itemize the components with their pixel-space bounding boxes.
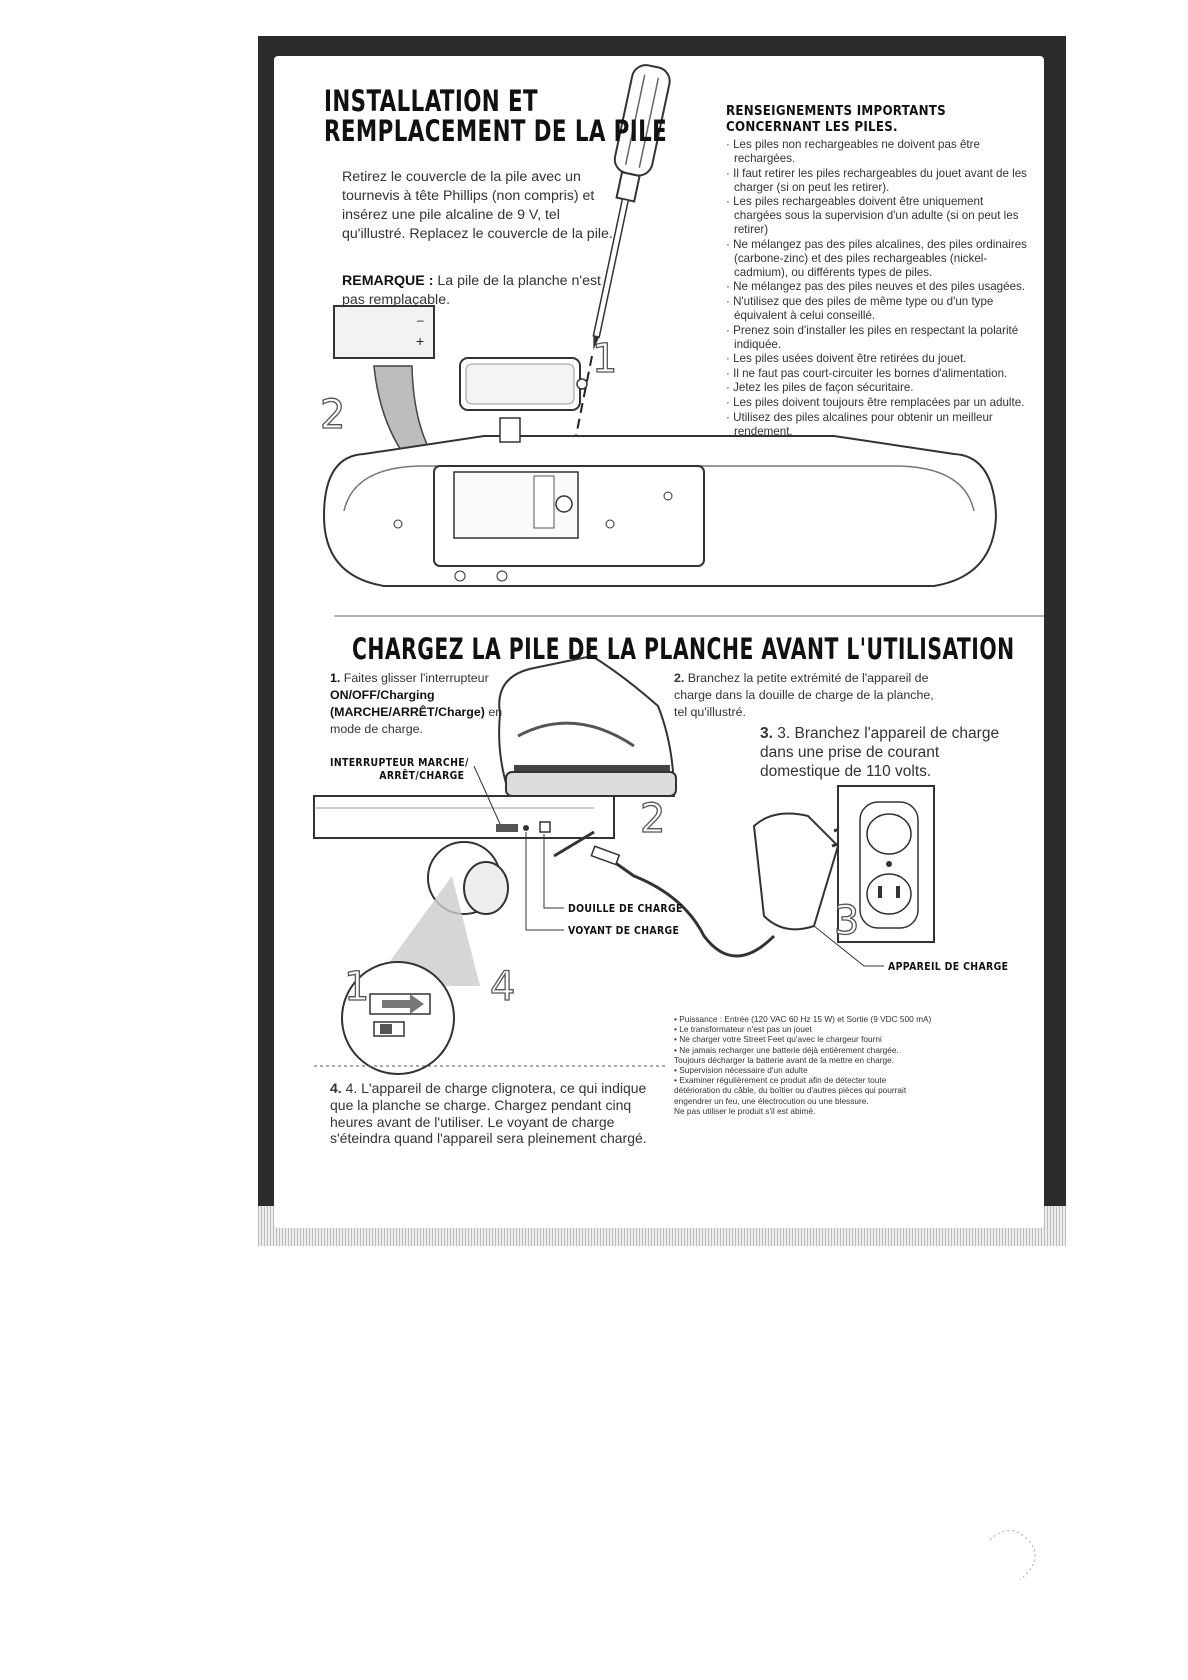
list-item: · Les piles non rechargeables ne doivent pas être rechargées. (720, 138, 1030, 166)
list-item: • Ne jamais recharger une batterie déjà entièrement chargée. (674, 1044, 899, 1055)
battery-info-list (720, 138, 1030, 439)
svg-text:+: + (416, 333, 425, 349)
diagram-number-3: 3 (834, 898, 860, 944)
list-item: · Ne mélangez pas des piles alcalines, des piles ordinaires (carbone-zinc) et des piles rechargeables (nickel-cadmium), ou différents types de piles. (720, 238, 1030, 280)
charger-warnings (670, 1014, 1000, 1116)
list-item: · Jetez les piles de façon sécuritaire. (720, 381, 1030, 395)
diagram-number-4: 4 (490, 964, 516, 1010)
charging-title: CHARGEZ LA PILE DE LA PLANCHE AVANT L'UTILISATION (352, 632, 1015, 666)
list-item: détérioration du câble, du boîtier ou d'autres pièces qui pourrait (674, 1085, 907, 1096)
manual-page-content (258, 36, 1066, 1242)
step-number-2: 2 (320, 392, 346, 438)
diagram-number-1: 1 (344, 964, 370, 1010)
list-item: · N'utilisez que des piles de même type ou d'un type équivalent à celui conseillé. (720, 295, 1030, 323)
battery-info-title: RENSEIGNEMENTS IMPORTANTS CONCERNANT LES PILES. (726, 104, 946, 135)
diagram-number-2: 2 (640, 796, 666, 842)
installation-remark: REMARQUE : La pile de la planche n'est pas remplaçable. (342, 273, 601, 308)
installation-intro: Retirez le couvercle de la pile avec un tournevis à tête Phillips (non compris) et insérez une pile alcaline de 9 V, tel qu'illustré. Replacez le couvercle de la pile. (342, 169, 613, 242)
installation-title: INSTALLATION ET REMPLACEMENT DE LA PILE (324, 84, 668, 148)
label-switch: INTERRUPTEUR MARCHE/ ARRÊT/CHARGE (330, 756, 469, 782)
charging-step-3: 3. 3. Branchez l'appareil de charge dans une prise de courant domestique de 110 volts. (760, 725, 1000, 780)
scan-smudge (980, 1500, 1060, 1590)
list-item: · Ne mélangez pas des piles neuves et des piles usagées. (720, 280, 1030, 294)
list-item: Toujours décharger la batterie avant de la mettre en charge. (674, 1054, 894, 1065)
list-item: • Ne charger votre Street Feet qu'avec le chargeur fourni (674, 1034, 882, 1045)
list-item: · Les piles doivent toujours être remplacées par un adulte. (720, 396, 1030, 410)
label-charge-light: VOYANT DE CHARGE (568, 924, 680, 937)
list-item: · Prenez soin d'installer les piles en respectant la polarité indiquée. (720, 324, 1030, 352)
list-item: engendrer un feu, une électrocution ou une blessure. (674, 1095, 869, 1106)
list-item: · Il faut retirer les piles rechargeables du jouet avant de les charger (si on peut les retirer). (720, 167, 1030, 195)
charge-socket-icon (540, 822, 550, 832)
list-item: · Les piles rechargeables doivent être uniquement chargées sous la supervision d'un adulte (si on peut les retirer) (720, 195, 1030, 237)
charge-light-icon (523, 825, 529, 831)
charging-step-2: 2. Branchez la petite extrémité de l'appareil de charge dans la douille de charge de la planche, tel qu'illustré. (674, 671, 934, 719)
list-item: • Le transformateur n'est pas un jouet (674, 1024, 812, 1035)
list-item: · Il ne faut pas court-circuiter les bornes d'alimentation. (720, 367, 1030, 381)
step-number-1: 1 (592, 336, 618, 382)
charging-step-1: 1. Faites glisser l'interrupteur ON/OFF/Charging (MARCHE/ARRÊT/Charge) en mode de charge. (330, 671, 503, 736)
list-item: Ne pas utiliser le produit s'il est abimé. (674, 1105, 816, 1116)
list-item: · Utilisez des piles alcalines pour obtenir un meilleur rendement. (720, 411, 1030, 439)
switch-icon (496, 824, 518, 832)
label-charge-socket: DOUILLE DE CHARGE (568, 902, 683, 915)
list-item: · Les piles usées doivent être retirées du jouet. (720, 352, 1030, 366)
manual-inner-panel (274, 56, 1044, 1228)
charging-step-4: 4. 4. L'appareil de charge clignotera, ce qui indique que la planche se charge. Chargez pendant cinq heures avant de l'utiliser. Le voyant de charge s'éteindra quand l'appareil sera pleinement chargé. (330, 1080, 647, 1147)
list-item: • Examiner régulièrement ce produit afin de détecter toute (674, 1075, 887, 1086)
list-item: • Puissance : Entrée (120 VAC 60 Hz 15 W) et Sortie (9 VDC 500 mA) (674, 1014, 932, 1024)
list-item: • Supervision nécessaire d'un adulte (674, 1065, 808, 1076)
label-charger: APPAREIL DE CHARGE (888, 960, 1009, 973)
skateboard-side-illustration (314, 796, 614, 914)
shoe-on-board-illustration (499, 656, 676, 796)
svg-text:–: – (417, 313, 424, 327)
